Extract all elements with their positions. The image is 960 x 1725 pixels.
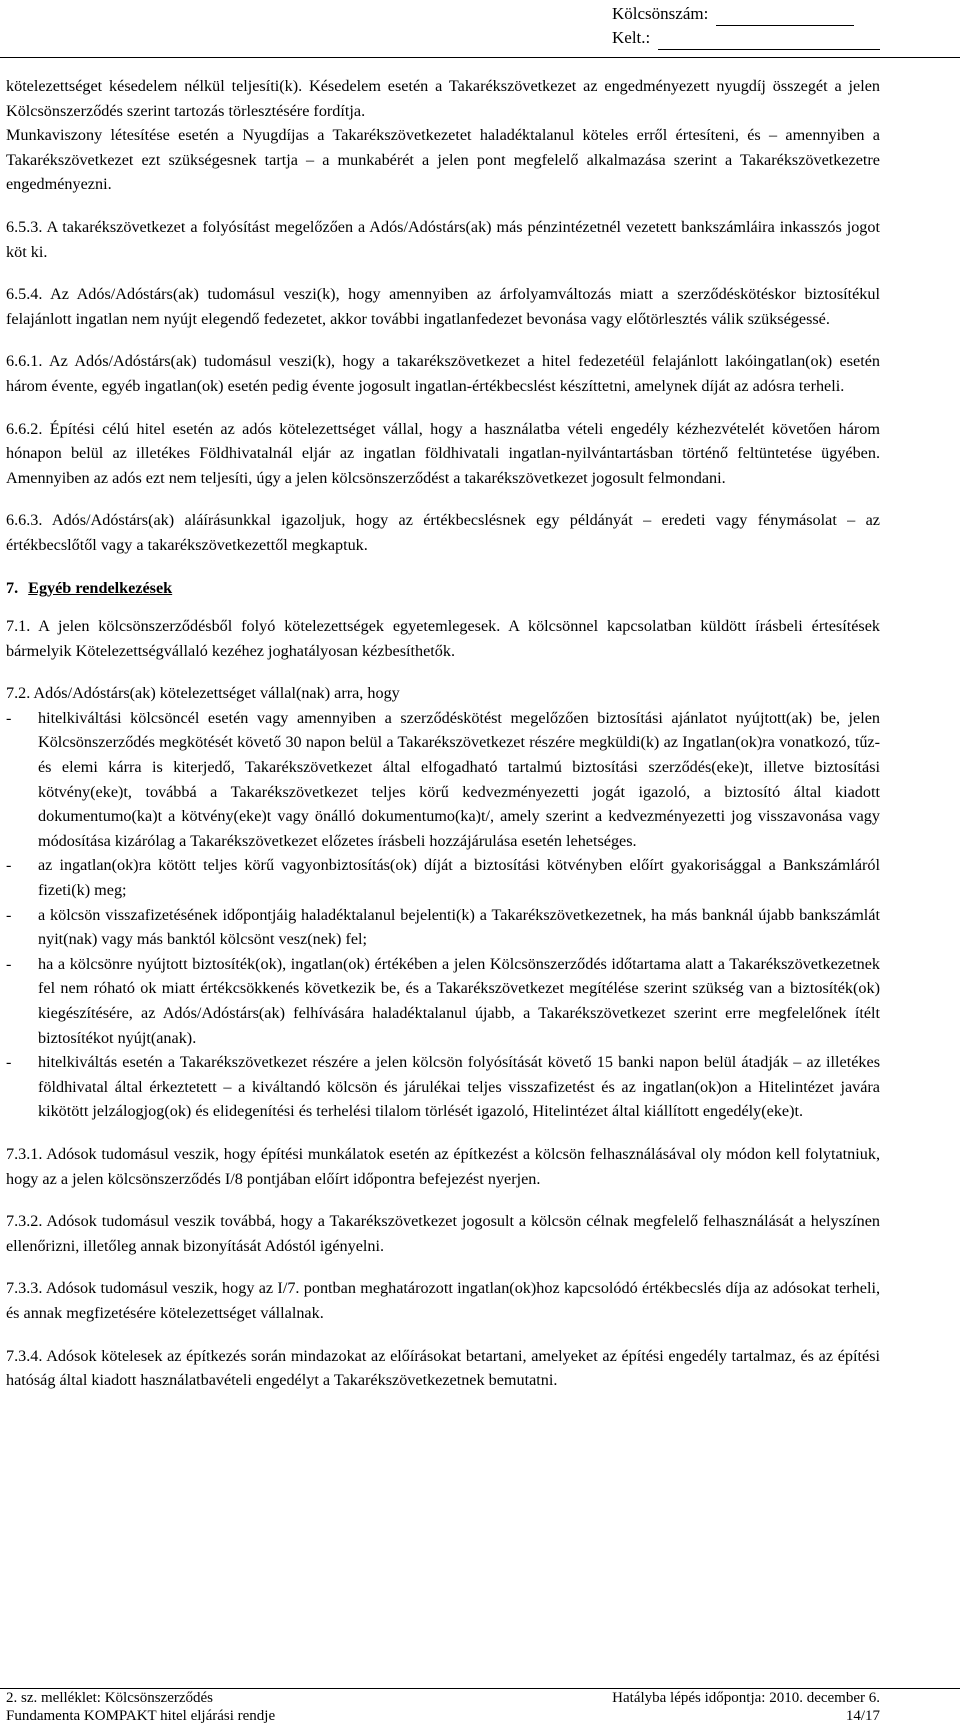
paragraph-7-3-4: 7.3.4. Adósok kötelesek az építkezés során mindazokat az előírásokat betartani, amelyeket az építési engedély tartalmaz, és az építési hatóság által kiadott használatbavételi engedélyt a Takarékszövetkezetnek bemutatni. (6, 1346, 880, 1390)
document-body (6, 74, 880, 1411)
list-dash: - (6, 856, 12, 875)
date-blank (658, 31, 880, 50)
contract-number-blank (716, 7, 854, 26)
list-item (6, 903, 880, 952)
paragraph-6-6-1: 6.6.1. Az Adós/Adóstárs(ak) tudomásul veszi(k), hogy a takarékszövetkezet a hitel fedezetéül felajánlott lakóingatlan(ok) esetén három évente, egyéb ingatlan(ok) esetén pedig évente jogosult ingatlan-értékbecslést készíttetni, amelynek díját az adósra terheli. (6, 352, 880, 395)
contract-number-row (612, 2, 902, 26)
obligation-list (6, 706, 880, 1124)
list-item (6, 706, 880, 854)
paragraph-7-1: 7.1. A jelen kölcsönszerződésből folyó kötelezettségek egyetemlegesek. A kölcsönnel kapcsolatban küldött írásbeli értesítések bármelyik Kötelezettségvállaló kezéhez joghatályosan kézbesíthetők. (6, 617, 880, 660)
footer-effective-date: Hatályba lépés időpontja: 2010. december 6. (612, 1690, 880, 1706)
list-item (6, 1050, 880, 1124)
list-item-text: ha a kölcsönre nyújtott biztosíték(ok), ingatlan(ok) értékében a jelen Kölcsönszerződés időtartama alatt a Takarékszövetkezetnek fel nem róható ok miatt értékcsökkenés következik be, és a Takarékszövetkezet megítélése szerint szükség van a biztosíték(ok) kiegészítésére, az Adós/Adóstárs(ak) felhívására haladéktalanul újabb, a Takarékszövetkezet szerint erre megfelelőnek ítélt biztosítékot nyújt(anak). (38, 954, 880, 1047)
paragraph-7-3-3: 7.3.3. Adósok tudomásul veszik, hogy az I/7. pontban meghatározott ingatlan(ok)hoz kapcsolódó értékbecslés díja az adósokat terheli, és annak megfizetésére kötelezettséget vállalnak. (6, 1279, 880, 1322)
list-dash: - (6, 708, 12, 727)
list-dash: - (6, 954, 12, 973)
page-footer (6, 1689, 880, 1725)
paragraph-6-5-3: 6.5.3. A takarékszövetkezet a folyósítást megelőzően a Adós/Adóstárs(ak) más pénzintézetnél vezetett bankszámláira inkasszós jogot köt ki. (6, 217, 880, 261)
footer-page-number: 14/17 (845, 1708, 880, 1724)
paragraph-6-5-4: 6.5.4. Az Adós/Adóstárs(ak) tudomásul veszi(k), hogy amennyiben az árfolyamváltozás miatt a szerződéskötéskor biztosítékul felajánlott ingatlan nem nyújt elegendő fedezetet, akkor további ingatlanfedezet bevonása vagy előtörlesztés válik szükségessé. (6, 285, 880, 328)
footer-procedure-title: Fundamenta KOMPAKT hitel eljárási rendje (6, 1708, 276, 1724)
date-row (612, 26, 902, 50)
list-item-text: az ingatlan(ok)ra kötött teljes körű vagyonbiztosítás(ok) díját a biztosítási kötvényben előírt gyakorisággal a Bankszámláról fizeti(k) meg; (38, 856, 880, 900)
intro-paragraph-2: Munkaviszony létesítése esetén a Nyugdíjas a Takarékszövetkezetet haladéktalanul köteles erről értesíteni, és – amennyiben a Takarékszövetkezet ezt szükségesnek tartja – a munkabérét a jelen pont megfelelő alkalmazása szerint a Takarékszövetkezetre engedményezni. (6, 126, 880, 194)
footer-row-1 (6, 1689, 880, 1707)
list-item-text: a kölcsön visszafizetésének időpontjáig haladéktalanul bejelenti(k) a Takarékszövetkezetnek, ha más banknál újabb bankszámlát nyit(nak) vagy más banktól kölcsönt vesz(nek) fel; (38, 905, 880, 949)
paragraph-7-3-1: 7.3.1. Adósok tudomásul veszik, hogy építési munkálatok esetén az építkezést a kölcsön felhasználásával oly módon kell folytatniuk, hogy az a jelen kölcsönszerződés I/8 pontjában előírt időpontra befejezést nyerjen. (6, 1144, 880, 1188)
list-dash: - (6, 1053, 12, 1072)
list-item (6, 853, 880, 902)
list-dash: - (6, 905, 12, 924)
page-header (612, 2, 902, 50)
footer-row-2 (6, 1707, 880, 1725)
section-7-number: 7. (6, 578, 19, 597)
footer-attachment-label: 2. sz. melléklet: Kölcsönszerződés (6, 1690, 214, 1706)
header-divider (0, 57, 960, 58)
section-7-heading (6, 576, 880, 601)
list-item (6, 952, 880, 1050)
list-item-text: hitelkiváltási kölcsöncél esetén vagy amennyiben a szerződéskötést megelőzően biztosítási ajánlatot nyújtott(ak) be, jelen Kölcsönszerződés megkötését követő 30 napon belül a Takarékszövetkezet részére megküldi(k) az Ingatlan(ok)ra vonatkozó, tűz- és elemi kárra is kiterjedő, Takarékszövetkezet által elfogadható tartalmú biztosítási szerződés(eke)t, illetve biztosítási kötvény(eke)t, továbbá a Takarékszövetkezet teljes körű kedvezményezetti jogát igazoló, a biztosító által kiadott dokumentumo(ka)t a kötvény(eke)t vagy önálló dokumentumo(ka)t/, amely szerint a kedvezményezetti jog visszavonása vagy módosítása kizárólag a Takarékszövetkezet előzetes írásbeli hozzájárulása esetén lehetséges. (38, 708, 880, 850)
intro-paragraph-1: kötelezettséget késedelem nélkül teljesíti(k). Késedelem esetén a Takarékszövetkezet az engedményezett nyugdíj összegét a jelen Kölcsönszerződés szerint tartozás törlesztésére fordítja. (6, 77, 880, 120)
date-label: Kelt.: (612, 28, 651, 47)
paragraph-7-3-2: 7.3.2. Adósok tudomásul veszik továbbá, hogy a Takarékszövetkezet jogosult a kölcsön célnak megfelelő felhasználását a helyszínen ellenőrizni, illetőleg annak bizonyítását Adóstól igényelni. (6, 1212, 880, 1255)
paragraph-7-2: 7.2. Adós/Adóstárs(ak) kötelezettséget vállal(nak) arra, hogy (6, 684, 400, 703)
contract-number-label: Kölcsönszám: (612, 4, 709, 23)
section-7-title: Egyéb rendelkezések (28, 578, 173, 597)
paragraph-6-6-2: 6.6.2. Építési célú hitel esetén az adós kötelezettséget vállal, hogy a használatba vételi engedély kézhezvételét követően három hónapon belül az illetékes Földhivatalnál eljár az ingatlan földhivatali ingatlan-nyilvántartásban történő feltüntetése ügyében. Amennyiben az adós ezt nem teljesíti, úgy a jelen kölcsönszerződést a takarékszövetkezet jogosult felmondani. (6, 419, 880, 487)
list-item-text: hitelkiváltás esetén a Takarékszövetkezet részére a jelen kölcsön folyósítását követő 15 banki napon belül átadják – az illetékes földhivatal által érkeztetett – a kiváltandó kölcsön és járulékai teljes visszafizetést és az ingatlan(ok)on a Hitelintézet javára kikötött jelzálogjog(ok) és elidegenítési és terhelési tilalom törlését igazoló, Hitelintézet által kiállított engedély(eke)t. (38, 1053, 880, 1121)
paragraph-6-6-3: 6.6.3. Adós/Adóstárs(ak) aláírásunkkal igazoljuk, hogy az értékbecslésnek egy példányát – eredeti vagy fénymásolat – az értékbecslőtől vagy a takarékszövetkezettől megkaptuk. (6, 511, 880, 554)
